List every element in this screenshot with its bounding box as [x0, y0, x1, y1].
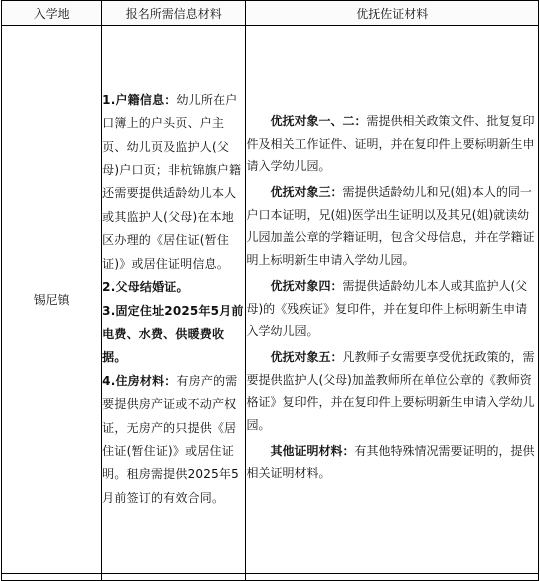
preferential-title: 优抚对象三： [270, 185, 343, 200]
material-item [102, 370, 245, 510]
empty-row [2, 574, 539, 581]
material-title: 1.户籍信息： [102, 92, 177, 107]
empty-cell [246, 574, 539, 581]
preferential-title: 优抚对象五： [270, 350, 343, 365]
materials-cell [102, 26, 246, 574]
preferential-text: 凡教师子女需要享受优抚政策的，需要提供监护人(父母)加盖教师所在单位公章的《教师资格证》复印件，并在复印件上要标明新生申请入学幼儿园。 [246, 350, 535, 432]
material-item [102, 300, 245, 370]
preferential-text: 有其他特殊情况需要证明的，提供相关证明材料。 [246, 443, 535, 481]
header-place: 入学地 [2, 1, 102, 26]
preferential-title: 优抚对象四： [270, 279, 343, 294]
preferential-text: 需提供适龄幼儿和兄(姐)本人的同一户口本证明，兄(姐)医学出生证明以及其兄(姐)就读幼儿园加盖公章的学籍证明，包含父母信息，并在学籍证明上标明新生申请入学幼儿园。 [246, 185, 535, 267]
header-materials: 报名所需信息材料 [102, 1, 246, 26]
preferential-text: 需提供相关政策文件、批复复印件及相关工作证件、证明，并在复印件上要标明新生申请入学幼儿园。 [246, 114, 535, 174]
preferential-cell [246, 26, 539, 574]
place-cell: 锡尼镇 [2, 26, 102, 574]
preferential-item [246, 275, 538, 342]
preferential-item [246, 440, 538, 485]
preferential-text: 需提供适龄幼儿本人或其监护人(父母)的《残疾证》复印件，并在复印件上标明新生申请入学幼儿园。 [246, 279, 528, 338]
material-title: 3.固定住址2025年5月前电费、水费、供暖费收据。 [102, 303, 244, 365]
preferential-item [246, 110, 538, 177]
empty-cell [2, 574, 102, 581]
empty-cell [102, 574, 246, 581]
preferential-item [246, 346, 538, 436]
enrollment-materials-table [1, 0, 539, 581]
preferential-title: 其他证明材料： [270, 443, 355, 458]
preferential-item [246, 181, 538, 271]
material-item [102, 276, 245, 299]
material-title: 4.住房材料： [102, 373, 177, 388]
header-row [2, 1, 539, 26]
header-preferential: 优抚佐证材料 [246, 1, 539, 26]
material-item [102, 89, 245, 276]
preferential-title: 优抚对象一、二： [270, 114, 367, 129]
material-title: 2.父母结婚证。 [102, 280, 189, 295]
material-text: 幼儿所在户口簿上的户头页、户主页、幼儿页及监护人(父母)户口页；非杭锦旗户籍还需要提供适龄幼儿本人或其监护人(父母)在本地区办理的《居住证(暂住证)》或居住证明信息。 [102, 92, 242, 271]
material-text: 有房产的需要提供房产证或不动产权证，无房产的只提供《居住证(暂住证)》或居住证明。租房需提供2025年5月前签订的有效合同。 [102, 373, 239, 505]
table-row [2, 26, 539, 574]
